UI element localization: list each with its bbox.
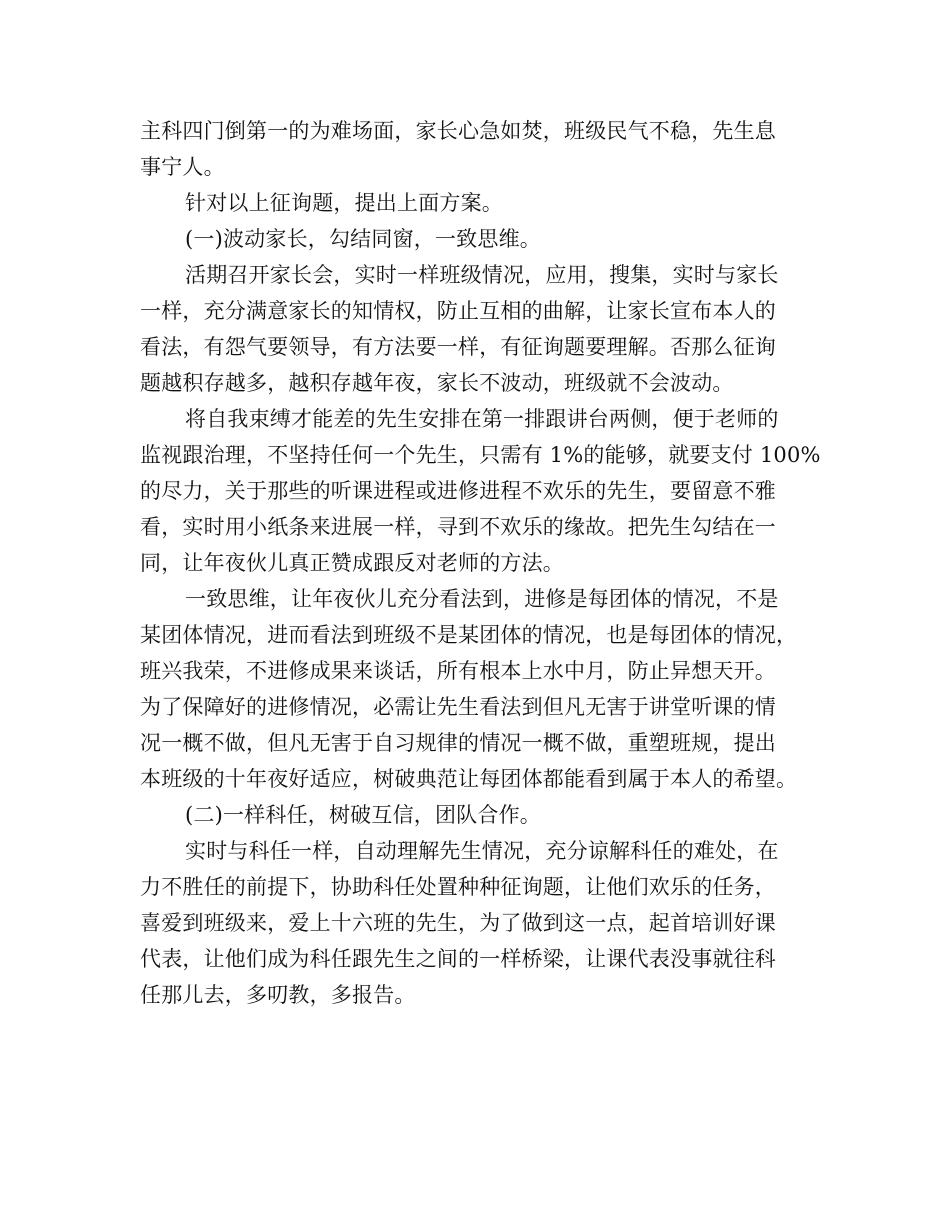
text-line: 为了保障好的进修情况，必需让先生看法到但凡无害于讲堂听课的情 [140,695,776,719]
text-line: 同，让年夜伙儿真正赞成跟反对老师的方法。 [140,551,564,575]
text-line: 活期召开家长会，实时一样班级情况，应用，搜集，实时与家长 [185,263,779,287]
text-line: 实时与科任一样，自动理解先生情况，充分谅解科任的难处，在 [185,839,779,863]
text-line: 题越积存越多，越积存越年夜，家长不波动，班级就不会波动。 [140,371,734,395]
section-heading: (一)波动家长，勾结同窗，一致思维。 [185,227,541,251]
text-line: 代表，让他们成为科任跟先生之间的一样桥梁，让课代表没事就往科 [140,947,776,971]
document-body [140,113,820,1013]
text-line: 看，实时用小纸条来进展一样，寻到不欢乐的缘故。把先生勾结在一 [140,515,776,539]
text-line: 力不胜任的前提下，协助科任处置种种征询题，让他们欢乐的任务， [140,875,776,899]
text-line: 将自我束缚才能差的先生安排在第一排跟讲台两侧，便于老师的 [185,407,779,431]
text-line: 喜爱到班级来，爱上十六班的先生，为了做到这一点，起首培训好课 [140,911,776,935]
section-heading: (二)一样科任，树破互信，团队合作。 [185,803,541,827]
text-line: 事宁人。 [140,155,225,179]
text-line: 针对以上征询题，提出上面方案。 [185,191,503,215]
text-line: 班兴我荣，不进修成果来谈话，所有根本上水中月，防止异想天开。 [140,659,776,683]
text-line: 某团体情况，进而看法到班级不是某团体的情况，也是每团体的情况， [140,623,798,647]
text-line: 一样，充分满意家长的知情权，防止互相的曲解，让家长宣布本人的 [140,299,776,323]
text-line: 的尽力，关于那些的听课进程或进修进程不欢乐的先生，要留意不雅 [140,479,776,503]
text-line: 任那儿去，多叨教，多报告。 [140,983,416,1007]
text-line: 况一概不做，但凡无害于自习规律的情况一概不做，重塑班规，提出 [140,731,776,755]
text-line: 看法，有怨气要领导，有方法要一样，有征询题要理解。否那么征询 [140,335,776,359]
text-line: 一致思维，让年夜伙儿充分看法到，进修是每团体的情况，不是 [185,587,779,611]
text-line: 主科四门倒第一的为难场面，家长心急如焚，班级民气不稳，先生息 [140,119,776,143]
text-line: 本班级的十年夜好适应，树破典范让每团体都能看到属于本人的希望。 [140,767,798,791]
text-line: 监视跟治理，不坚持任何一个先生，只需有 1%的能够，就要支付 100% [140,443,821,467]
